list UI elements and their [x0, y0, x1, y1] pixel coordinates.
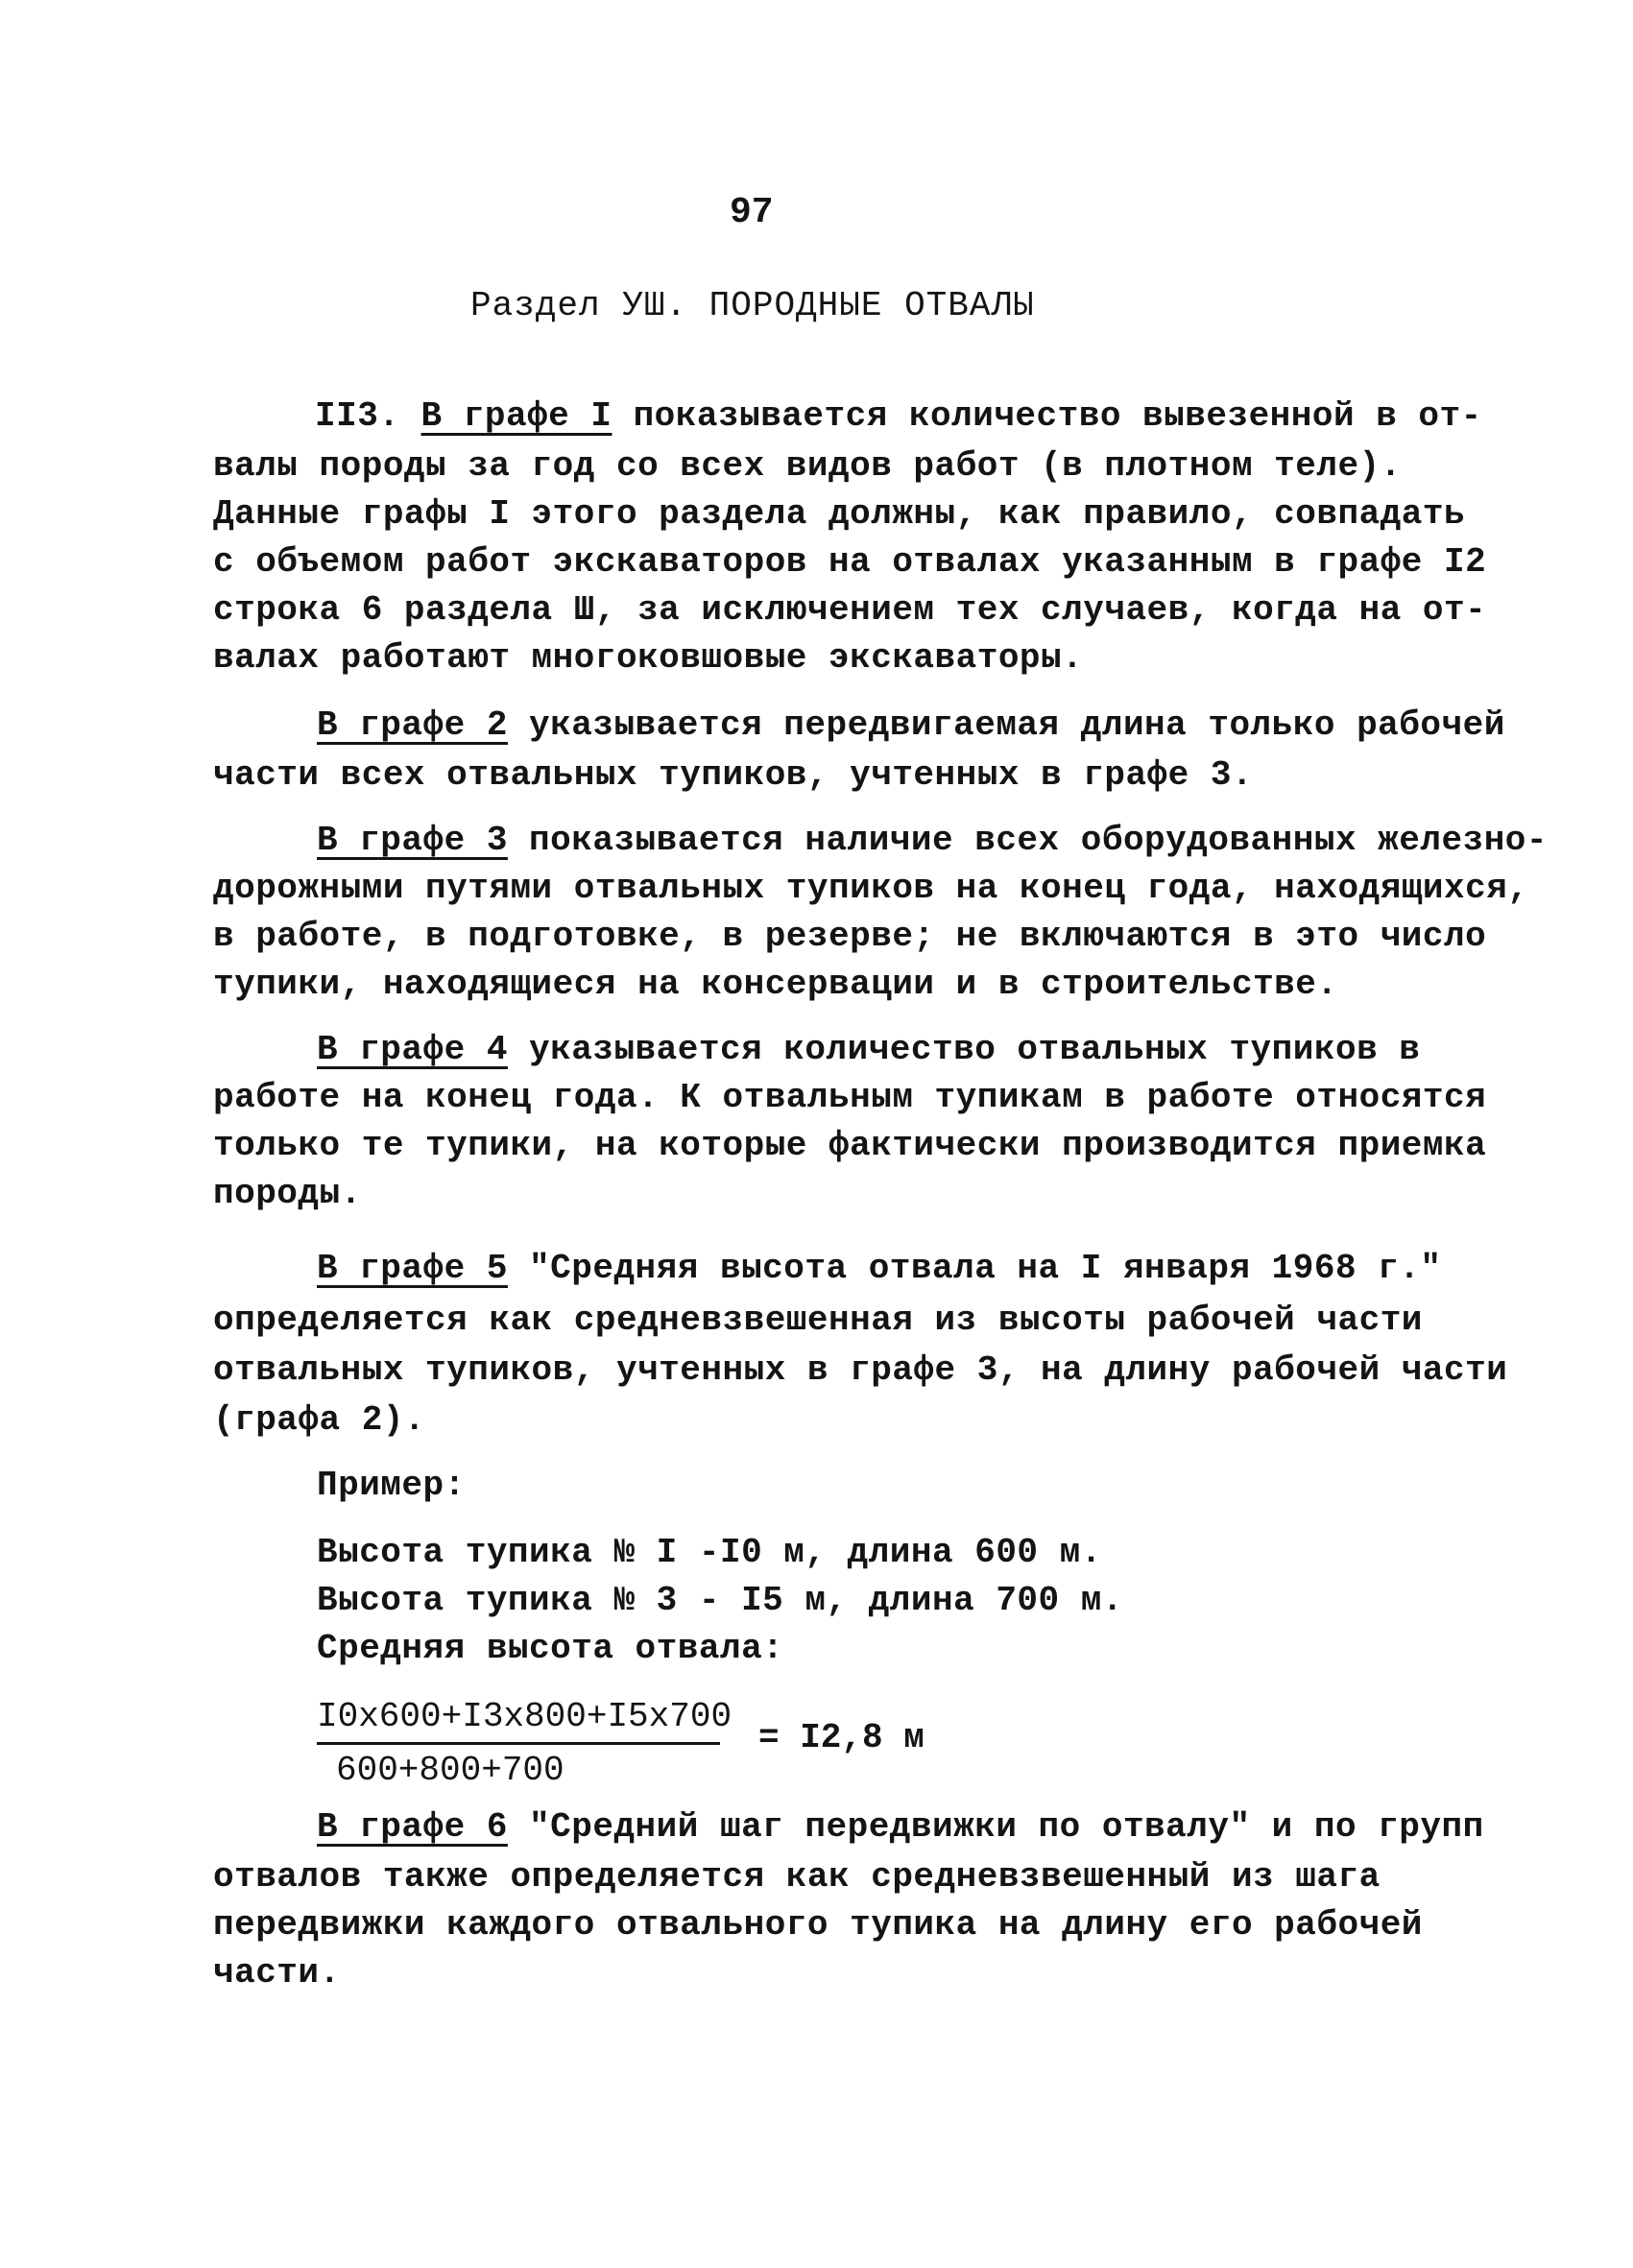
item-number: II3. [315, 396, 421, 436]
line-text: "Средняя высота отвала на I января 1968 г." [507, 1249, 1442, 1288]
formula-numerator: I0x600+I3x800+I5x700 [317, 1697, 720, 1745]
paragraph-113-line-1 [315, 394, 1482, 440]
formula-fraction [317, 1697, 732, 1790]
column-reference-4: В графе 4 [317, 1030, 508, 1069]
paragraph-column-4-line-4: породы. [213, 1174, 362, 1213]
page-number: 97 [730, 192, 774, 233]
section-title: Раздел УШ. ПОРОДНЫЕ ОТВАЛЫ [470, 286, 1035, 325]
paragraph-column-2-line-1 [317, 703, 1505, 749]
paragraph-113-line-6: валах работают многоковшовые экскаваторы. [213, 638, 1084, 678]
line-text: указывается количество отвальных тупиков в [507, 1030, 1421, 1069]
example-line-2: Высота тупика № 3 - I5 м, длина 700 м. [317, 1581, 1123, 1620]
example-line-1: Высота тупика № I -I0 м, длина 600 м. [317, 1533, 1102, 1572]
line-text: показывается наличие всех оборудованных железно- [507, 821, 1549, 860]
column-reference-5: В графе 5 [317, 1249, 508, 1288]
paragraph-113-line-3: Данные графы I этого раздела должны, как правило, совпадать [213, 494, 1466, 534]
column-reference-6: В графе 6 [317, 1807, 508, 1847]
line-text: "Средний шаг передвижки по отвалу" и по групп [507, 1807, 1484, 1847]
paragraph-column-5-line-3: отвальных тупиков, учтенных в графе 3, на длину рабочей части [213, 1350, 1508, 1390]
paragraph-column-5-line-4: (графа 2). [213, 1400, 426, 1440]
paragraph-column-6-line-4: части. [213, 1953, 341, 1993]
paragraph-column-4-line-3: только те тупики, на которые фактически производится приемка [213, 1126, 1487, 1165]
example-label: Пример: [317, 1466, 466, 1505]
line-text: указывается передвигаемая длина только рабочей [507, 705, 1505, 745]
line-text: показывается количество вывезенной в от- [612, 396, 1482, 436]
paragraph-column-3-line-1 [317, 818, 1548, 864]
paragraph-column-6-line-2: отвалов также определяется как средневзвешенный из шага [213, 1857, 1381, 1897]
paragraph-column-4-line-2: работе на конец года. К отвальным тупикам в работе относятся [213, 1078, 1487, 1117]
paragraph-113-line-2: валы породы за год со всех видов работ (в плотном теле). [213, 446, 1402, 486]
paragraph-column-5-line-2: определяется как средневзвешенная из высоты рабочей части [213, 1301, 1423, 1340]
paragraph-column-5-line-1 [317, 1246, 1442, 1292]
paragraph-column-3-line-2: дорожными путями отвальных тупиков на конец года, находящихся, [213, 869, 1529, 908]
example-line-3: Средняя высота отвала: [317, 1629, 784, 1668]
paragraph-column-4-line-1 [317, 1027, 1420, 1073]
paragraph-113-line-4: с объемом работ экскаваторов на отвалах указанным в графе I2 [213, 542, 1487, 582]
column-reference-3: В графе 3 [317, 821, 508, 860]
paragraph-113-line-5: строка 6 раздела Ш, за исключением тех случаев, когда на от- [213, 590, 1487, 630]
paragraph-column-6-line-1 [317, 1804, 1484, 1850]
column-reference-2: В графе 2 [317, 705, 508, 745]
formula-denominator: 600+800+700 [336, 1751, 564, 1790]
paragraph-column-3-line-4: тупики, находящиеся на консервации и в строительстве. [213, 965, 1338, 1004]
formula-result: = I2,8 м [758, 1718, 925, 1757]
column-reference-1: В графе I [420, 396, 612, 436]
paragraph-column-6-line-3: передвижки каждого отвального тупика на длину его рабочей [213, 1905, 1423, 1945]
paragraph-column-3-line-3: в работе, в подготовке, в резерве; не включаются в это число [213, 917, 1487, 956]
paragraph-column-2-line-2: части всех отвальных тупиков, учтенных в графе 3. [213, 755, 1254, 795]
